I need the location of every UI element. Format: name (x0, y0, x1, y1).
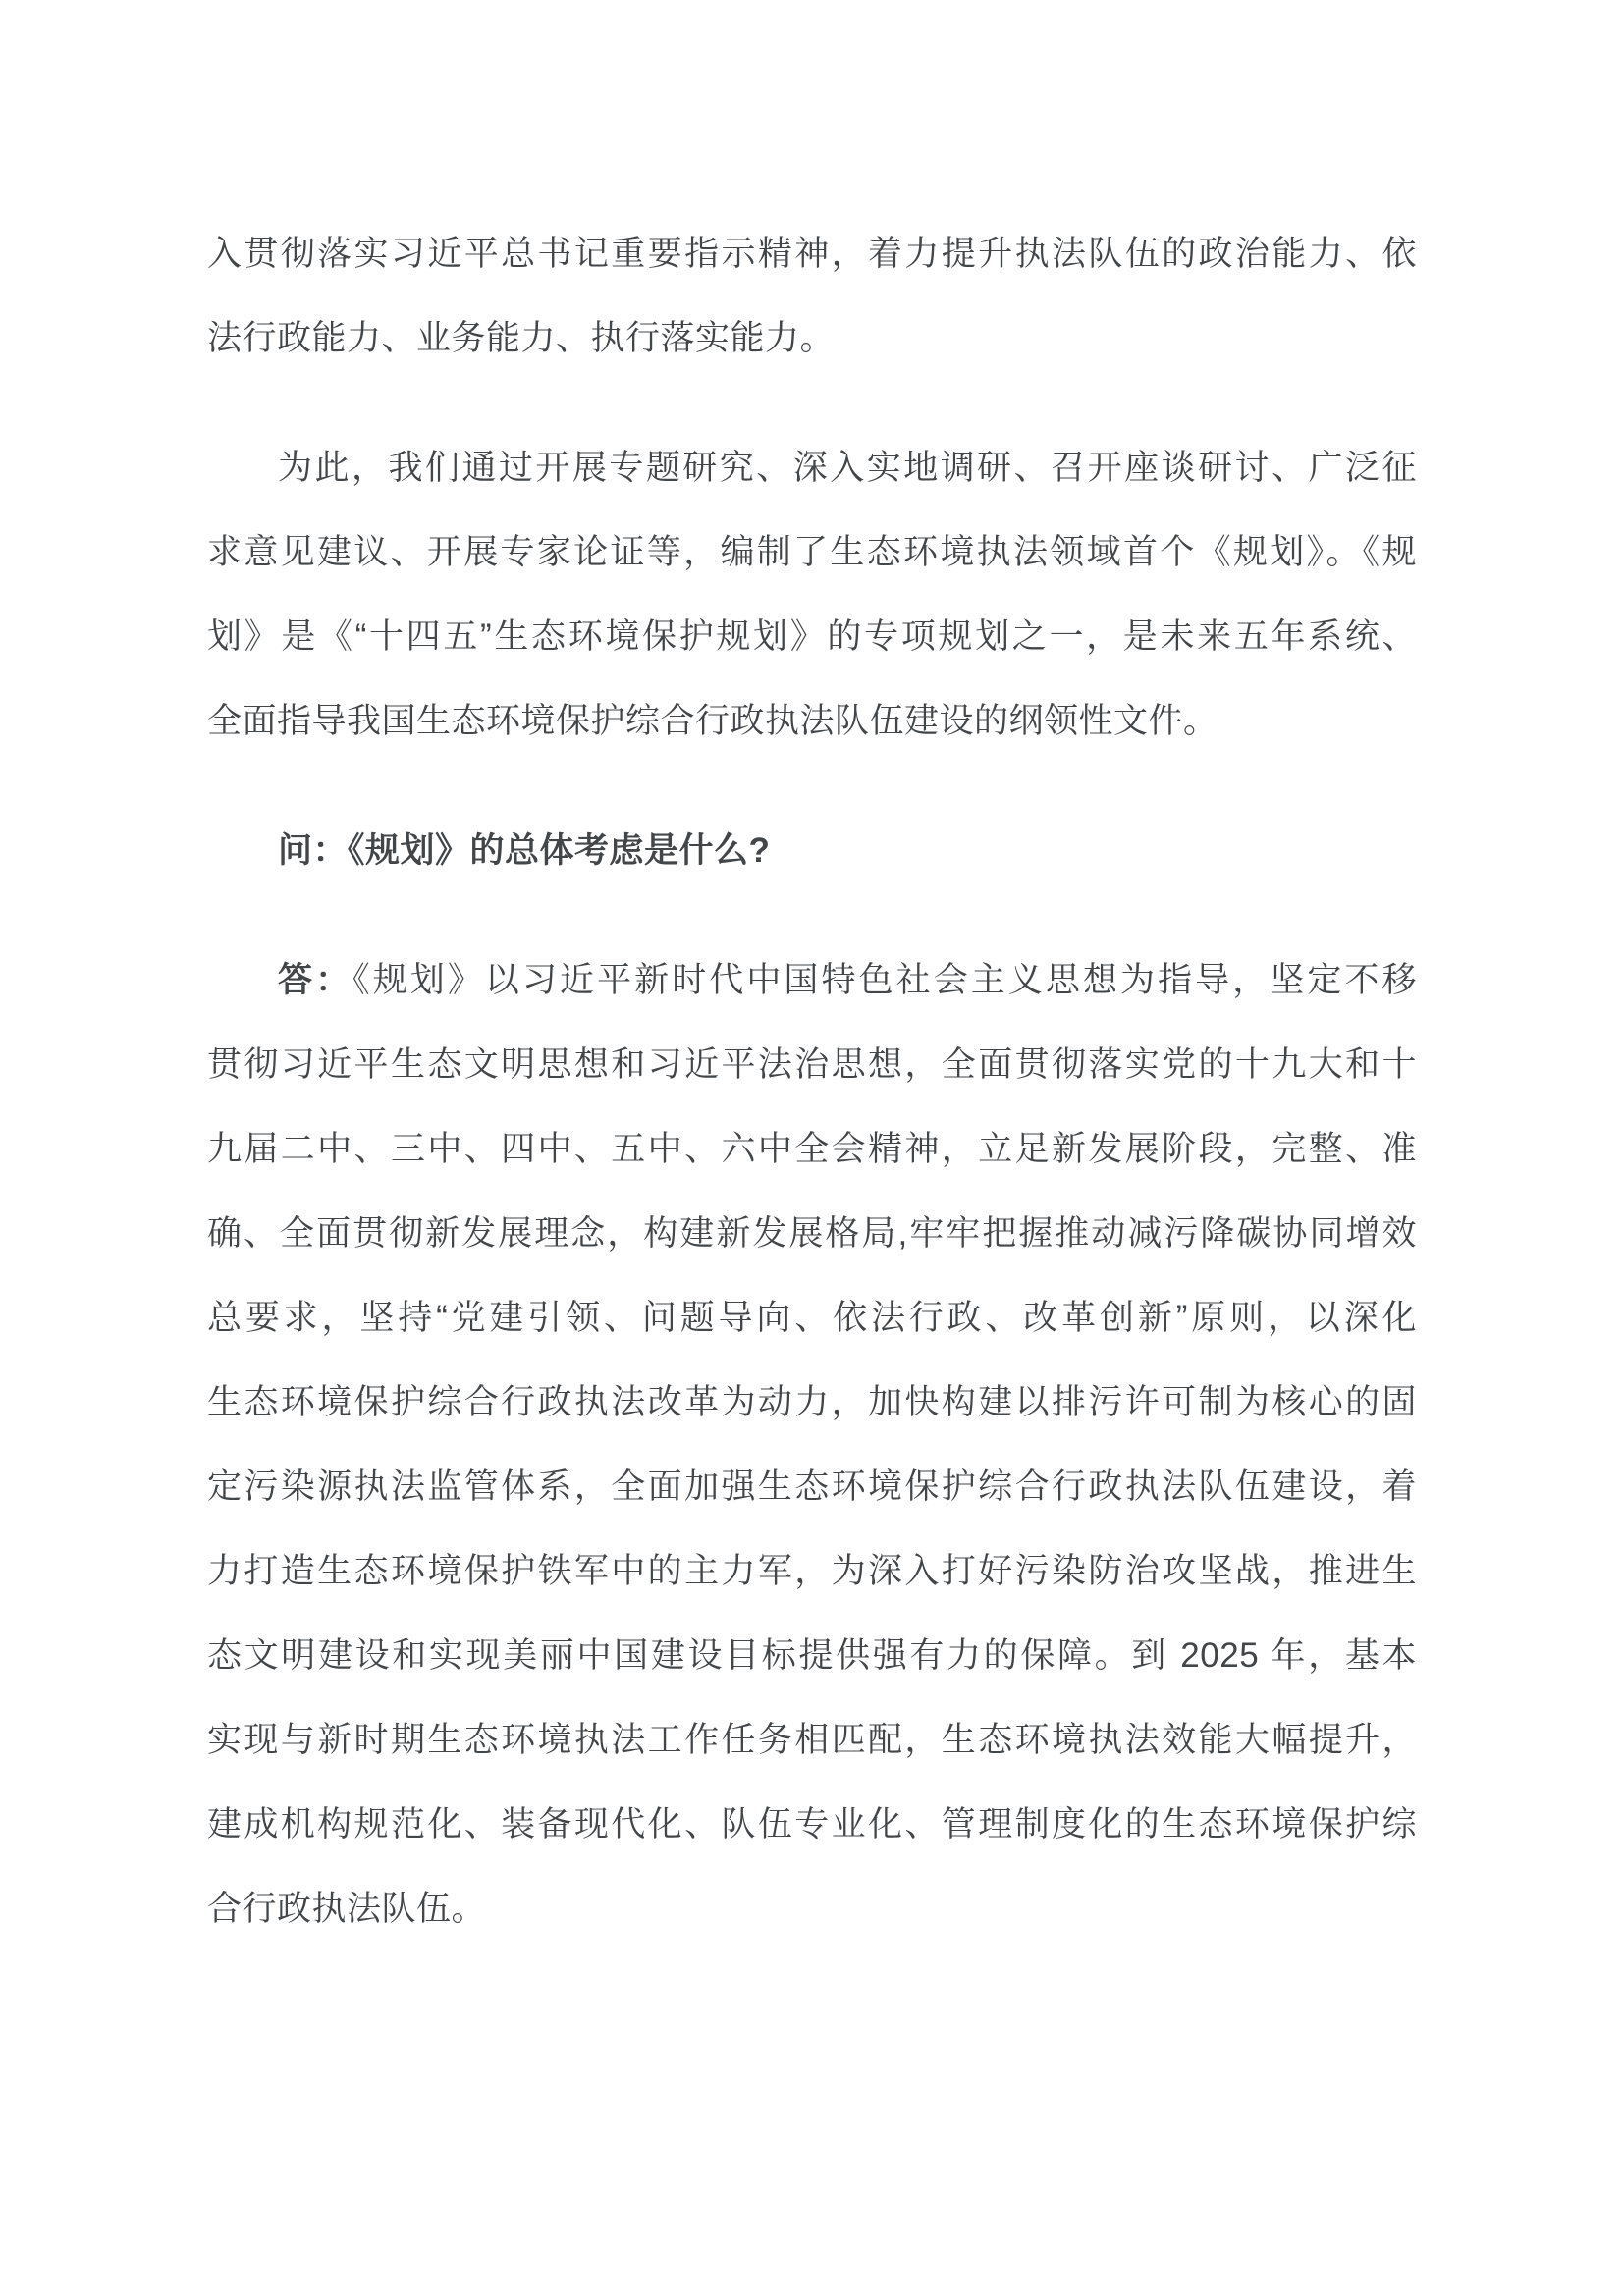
text-line: 为此，我们通过开展专题研究、深入实地调研、召开座谈研讨、广泛征 (278, 449, 1417, 487)
text-line: 建成机构规范化、装备现代化、队伍专业化、管理制度化的生态环境保护综 (207, 1805, 1417, 1843)
text-line: 总要求，坚持“党建引领、问题导向、依法行政、改革创新”原则，以深化 (207, 1299, 1417, 1337)
text-line: 态文明建设和实现美丽中国建设目标提供强有力的保障。到 2025 年，基本 (207, 1636, 1417, 1675)
text-line: 法行政能力、业务能力、执行落实能力。 (207, 319, 836, 357)
text-line: 九届二中、三中、四中、五中、六中全会精神，立足新发展阶段，完整、准 (207, 1130, 1417, 1168)
text-line: 生态环境保护综合行政执法改革为动力，加快构建以排污许可制为核心的固 (207, 1383, 1417, 1421)
text-line: 实现与新时期生态环境执法工作任务相匹配，生态环境执法效能大幅提升， (207, 1721, 1417, 1759)
text-line: 定污染源执法监管体系，全面加强生态环境保护综合行政执法队伍建设，着 (207, 1468, 1417, 1506)
text-line: 入贯彻落实习近平总书记重要指示精神，着力提升执法队伍的政治能力、依 (207, 235, 1417, 273)
paragraph-intro-continuation (207, 212, 1417, 381)
question-heading-block (207, 809, 1417, 893)
text-line: 贯彻习近平生态文明思想和习近平法治思想，全面贯彻落实党的十九大和十 (207, 1045, 1417, 1084)
text-line (207, 938, 1417, 1023)
answer-line-text: 《规划》以习近平新时代中国特色社会主义思想为指导，坚定不移 (352, 961, 1417, 999)
document-text-block (207, 212, 1417, 1951)
text-line: 全面指导我国生态环境保护综合行政执法队伍建设的纲领性文件。 (207, 702, 1218, 740)
paragraph-plan-background (207, 426, 1417, 764)
text-line: 合行政执法队伍。 (207, 1890, 487, 1928)
text-line: 求意见建议、开展专家论证等，编制了生态环境执法领域首个《规划》。《规 (207, 533, 1417, 571)
answer-label: 答： (278, 961, 353, 999)
paragraph-answer (207, 938, 1417, 1951)
text-line: 确、全面贯彻新发展理念，构建新发展格局,牢牢把握推动减污降碳协同增效 (207, 1214, 1417, 1253)
text-line: 力打造生态环境保护铁军中的主力军，为深入打好污染防治攻坚战，推进生 (207, 1552, 1417, 1590)
text-line: 划》是《“十四五”生态环境保护规划》的专项规划之一，是未来五年系统、 (207, 617, 1417, 656)
question-heading: 问：《规划》的总体考虑是什么? (278, 831, 771, 870)
